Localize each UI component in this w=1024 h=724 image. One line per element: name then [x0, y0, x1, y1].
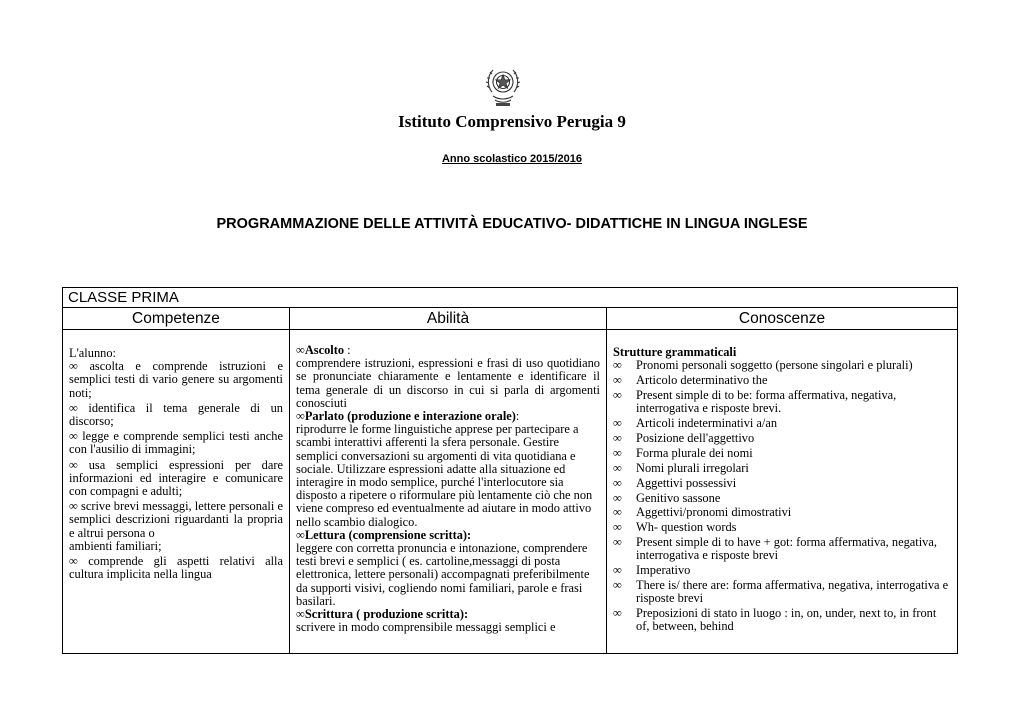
- list-item: ∞ Preposizioni di stato in luogo : in, on, under, next to, in front of, between, behind: [613, 606, 937, 634]
- list-item: ∞ Present simple di to have + got: forma affermativa, negativa, interrogativa e risposte brevi: [613, 535, 937, 563]
- infinity-bullet-icon: ∞: [613, 520, 622, 535]
- infinity-bullet-icon: ∞: [69, 429, 78, 444]
- infinity-bullet-icon: ∞: [69, 499, 78, 514]
- list-item: ∞ Articoli indeterminativi a/an: [613, 416, 778, 431]
- competenza-item: ∞ usa semplici espressioni per dare informazioni ed interagire e comunicare con compagni e adulti;: [69, 457, 283, 499]
- competenze-cell: [63, 330, 289, 653]
- school-year: Anno scolastico 2015/2016: [441, 153, 582, 165]
- list-item: ∞ Articolo determinativo the: [613, 373, 768, 388]
- abilita-section-scrittura: ∞Scrittura ( produzione scritta):: [296, 607, 469, 622]
- list-item: ∞ Imperativo: [613, 563, 691, 578]
- infinity-bullet-icon: ∞: [613, 387, 622, 402]
- abilita-section-lettura: ∞Lettura (comprensione scritta):: [296, 527, 472, 542]
- list-item: ∞ Wh- question words: [613, 520, 737, 535]
- republic-emblem-icon: [484, 64, 522, 108]
- list-item: ∞ Aggettivi/pronomi dimostrativi: [613, 505, 792, 520]
- infinity-bullet-icon: ∞: [69, 554, 78, 569]
- competenze-intro: L'alunno:: [69, 346, 116, 360]
- abilita-text: comprendere istruzioni, espressioni e frasi di uso quotidiano se pronunciate chiaramente e lentamente e identificare il tema generale di un discorso in cui si parla di argomenti conosciuti: [296, 356, 600, 410]
- infinity-bullet-icon: ∞: [69, 359, 78, 374]
- infinity-bullet-icon: ∞: [296, 607, 305, 622]
- conoscenze-cell: [606, 330, 957, 653]
- competenza-item: ∞ legge e comprende semplici testi anche con l'ausilio di immagini;: [69, 429, 283, 457]
- infinity-bullet-icon: ∞: [613, 535, 622, 550]
- list-item: ∞ Present simple di to be: forma affermativa, negativa, interrogativa e risposte brevi.: [613, 387, 897, 416]
- list-item: ∞ There is/ there are: forma affermativa, negativa, interrogativa e risposte brevi: [613, 578, 949, 606]
- infinity-bullet-icon: ∞: [613, 563, 622, 578]
- infinity-bullet-icon: ∞: [69, 400, 78, 415]
- list-item: ∞ Aggettivi possessivi: [613, 475, 737, 490]
- infinity-bullet-icon: ∞: [69, 457, 78, 472]
- infinity-bullet-icon: ∞: [613, 578, 622, 593]
- institute-name: Istituto Comprensivo Perugia 9: [398, 112, 626, 131]
- competenza-item: ∞ ascolta e comprende istruzioni e semplici testi di vario genere su argomenti noti;: [69, 359, 284, 400]
- infinity-bullet-icon: ∞: [296, 409, 305, 424]
- column-header-conoscenze: Conoscenze: [606, 308, 957, 330]
- infinity-bullet-icon: ∞: [296, 527, 305, 542]
- competenza-item: ∞ comprende gli aspetti relativi alla cultura implicita nella lingua: [69, 554, 283, 582]
- column-header-abilita: Abilità: [289, 308, 606, 330]
- abilita-cell: [289, 330, 606, 653]
- curriculum-table: [62, 287, 958, 654]
- infinity-bullet-icon: ∞: [613, 416, 622, 431]
- abilita-section-ascolto: ∞Ascolto :: [296, 343, 351, 357]
- abilita-text: scrivere in modo comprensibile messaggi semplici e: [296, 620, 556, 635]
- infinity-bullet-icon: ∞: [613, 490, 622, 505]
- list-item: ∞ Forma plurale dei nomi: [613, 445, 753, 460]
- document-title: PROGRAMMAZIONE DELLE ATTIVITÀ EDUCATIVO- DIDATTICHE IN LINGUA INGLESE: [216, 216, 808, 232]
- competenza-item-continuation: ambienti familiari;: [69, 538, 162, 553]
- list-item: ∞ Pronomi personali soggetto (persone singolari e plurali): [613, 358, 913, 373]
- infinity-bullet-icon: ∞: [613, 430, 622, 445]
- list-item: ∞ Nomi plurali irregolari: [613, 460, 749, 475]
- infinity-bullet-icon: ∞: [613, 445, 622, 460]
- abilita-text: riprodurre le forme linguistiche apprese per partecipare a scambi interattivi afferenti la sfera personale. Gestire semplici conversazioni su argomenti di vita quotidiana e sociale. Utilizzare espressioni adatte alla situazione ed interagire in modo semplice, purché l'interlocutore sia disposto a ripetere o riformulare più lentamente ciò che non viene compreso ed eventualmente ad aiutare in modo attivo nello scambio dialogico.: [296, 422, 593, 529]
- conoscenze-list: [613, 359, 951, 633]
- competenza-item: ∞ identifica il tema generale di un discorso;: [69, 400, 283, 429]
- infinity-bullet-icon: ∞: [613, 460, 622, 475]
- column-header-competenze: Competenze: [63, 308, 289, 330]
- infinity-bullet-icon: ∞: [613, 373, 622, 388]
- list-item: ∞ Posizione dell'aggettivo: [613, 430, 755, 445]
- infinity-bullet-icon: ∞: [613, 606, 622, 621]
- competenza-item: ∞ scrive brevi messaggi, lettere personali e semplici descrizioni riguardanti la propria e altrui persona o: [69, 499, 283, 540]
- infinity-bullet-icon: ∞: [296, 343, 305, 357]
- infinity-bullet-icon: ∞: [613, 475, 622, 490]
- infinity-bullet-icon: ∞: [613, 358, 622, 373]
- abilita-section-parlato: ∞Parlato (produzione e interazione orale):: [296, 409, 520, 424]
- class-label: CLASSE PRIMA: [63, 288, 957, 308]
- conoscenze-heading: Strutture grammaticali: [613, 345, 737, 359]
- abilita-text: leggere con corretta pronuncia e intonazione, comprendere testi brevi e semplici ( es. cartoline,messaggi di posta elettronica, lettere personali) accompagnati preferibilmente da supporti visivi, cogliendo nomi familiari, parole e frasi basilari.: [296, 541, 590, 608]
- list-item: ∞ Genitivo sassone: [613, 490, 721, 505]
- infinity-bullet-icon: ∞: [613, 505, 622, 520]
